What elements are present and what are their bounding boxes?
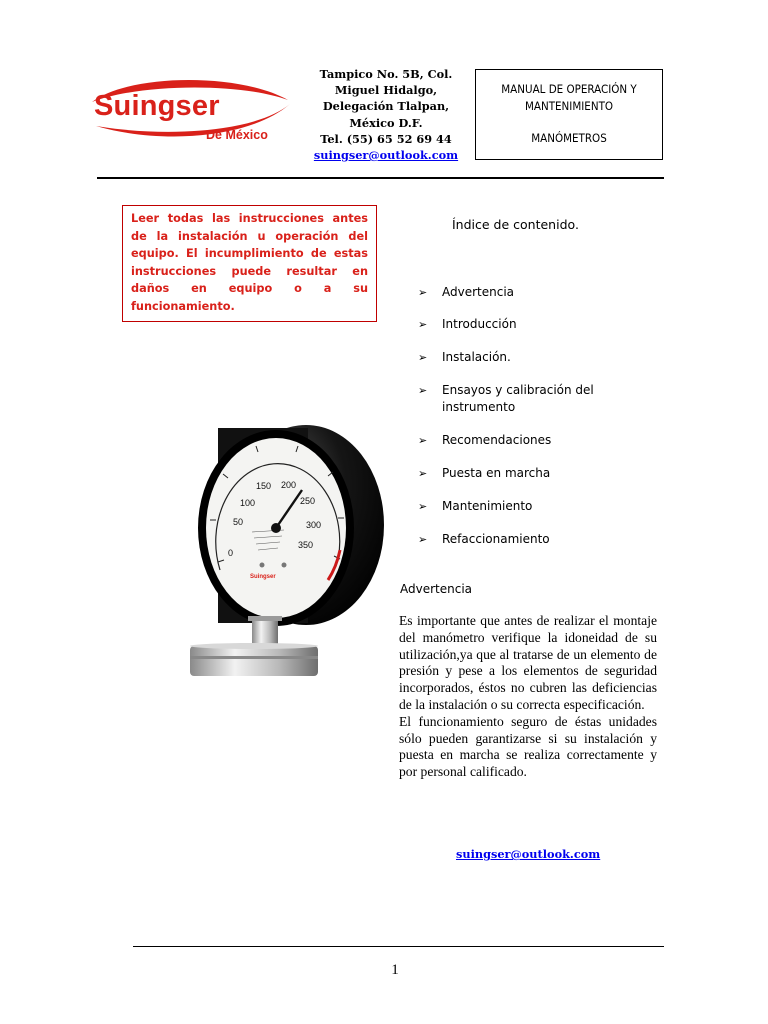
header-email-link[interactable]: suingser@outlook.com [313, 148, 459, 163]
index-title: Índice de contenido. [452, 217, 579, 232]
arrow-bullet-icon: ➢ [418, 351, 428, 364]
address-line: Miguel Hidalgo, [334, 83, 438, 98]
section-heading-advertencia: Advertencia [400, 582, 473, 596]
gauge-scale-label: 350 [298, 540, 314, 550]
gauge-brand-label: Suingser [250, 574, 276, 580]
address-line: Tampico No. 5B, Col. [319, 67, 453, 81]
gauge-scale-label: 50 [233, 517, 244, 527]
address-line: México D.F. [349, 115, 423, 130]
gauge-scale-label: 200 [281, 480, 297, 490]
index-item-label: Introducción [442, 317, 517, 331]
index-item[interactable] [418, 382, 618, 416]
gauge-scale-label: 0 [228, 548, 234, 558]
index-item[interactable] [418, 284, 618, 301]
pressure-gauge-image [188, 420, 388, 690]
header-divider [97, 177, 664, 179]
gauge-scale-label: 100 [240, 498, 256, 508]
pressure-gauge-illustration [188, 420, 388, 690]
index-item[interactable] [418, 531, 618, 548]
footer-divider [133, 946, 664, 947]
document-title-box [475, 69, 663, 160]
advertencia-body [399, 613, 657, 781]
company-address [296, 66, 476, 163]
title-line-2: MANTENIMIENTO [524, 99, 614, 113]
index-item[interactable] [418, 349, 618, 366]
gauge-scale-label: 250 [300, 496, 316, 506]
index-item-label: Mantenimiento [442, 499, 533, 513]
advertencia-paragraph: El funcionamiento seguro de éstas unidades sólo pueden garantizarse si su instalación y puesta en marcha se realiza correctamente y por personal calificado. [399, 713, 657, 780]
title-line-3: MANÓMETROS [531, 131, 607, 145]
index-item[interactable] [418, 316, 618, 333]
index-item-label: Puesta en marcha [442, 466, 551, 480]
index-item[interactable] [418, 498, 618, 515]
index-item-label: Instalación. [442, 350, 511, 364]
arrow-bullet-icon: ➢ [418, 434, 428, 447]
page-number: 1 [391, 962, 399, 978]
warning-box: Leer todas las instrucciones antes de la instalación u operación del equipo. El incumplimiento de estas instrucciones puede resultar en daños en equipo o a su funcionamiento. [122, 205, 377, 322]
arrow-bullet-icon: ➢ [418, 500, 428, 513]
company-logo [88, 76, 293, 148]
index-item-label: Ensayos y calibración del instrumento [442, 383, 594, 414]
gauge-scale-label: 300 [306, 520, 322, 530]
logo-name: Suingser [94, 90, 220, 122]
index-item-label: Refaccionamiento [442, 532, 550, 546]
index-item-label: Recomendaciones [442, 433, 552, 447]
index-item[interactable] [418, 432, 618, 449]
index-item-label: Advertencia [442, 285, 515, 299]
arrow-bullet-icon: ➢ [418, 533, 428, 546]
arrow-bullet-icon: ➢ [418, 467, 428, 480]
logo-subtitle: De México [206, 128, 268, 142]
advertencia-paragraph: Es importante que antes de realizar el montaje del manómetro verifique la idoneidad de su utilización,ya que al tratarse de un elemento de presión y pese a los elementos de seguridad incorporados, éstos no cubren las deficiencias de la instalación o su correcta especificación. [399, 613, 657, 712]
arrow-bullet-icon: ➢ [418, 318, 428, 331]
gauge-scale-label: 150 [256, 481, 272, 491]
title-line-1: MANUAL DE OPERACIÓN Y [501, 82, 637, 96]
arrow-bullet-icon: ➢ [418, 384, 428, 397]
index-item[interactable] [418, 465, 618, 482]
arrow-bullet-icon: ➢ [418, 286, 428, 299]
footer-email-link[interactable]: suingser@outlook.com [456, 847, 601, 861]
address-line: Delegación Tlalpan, [322, 99, 450, 114]
address-phone: Tel. (55) 65 52 69 44 [320, 131, 452, 146]
